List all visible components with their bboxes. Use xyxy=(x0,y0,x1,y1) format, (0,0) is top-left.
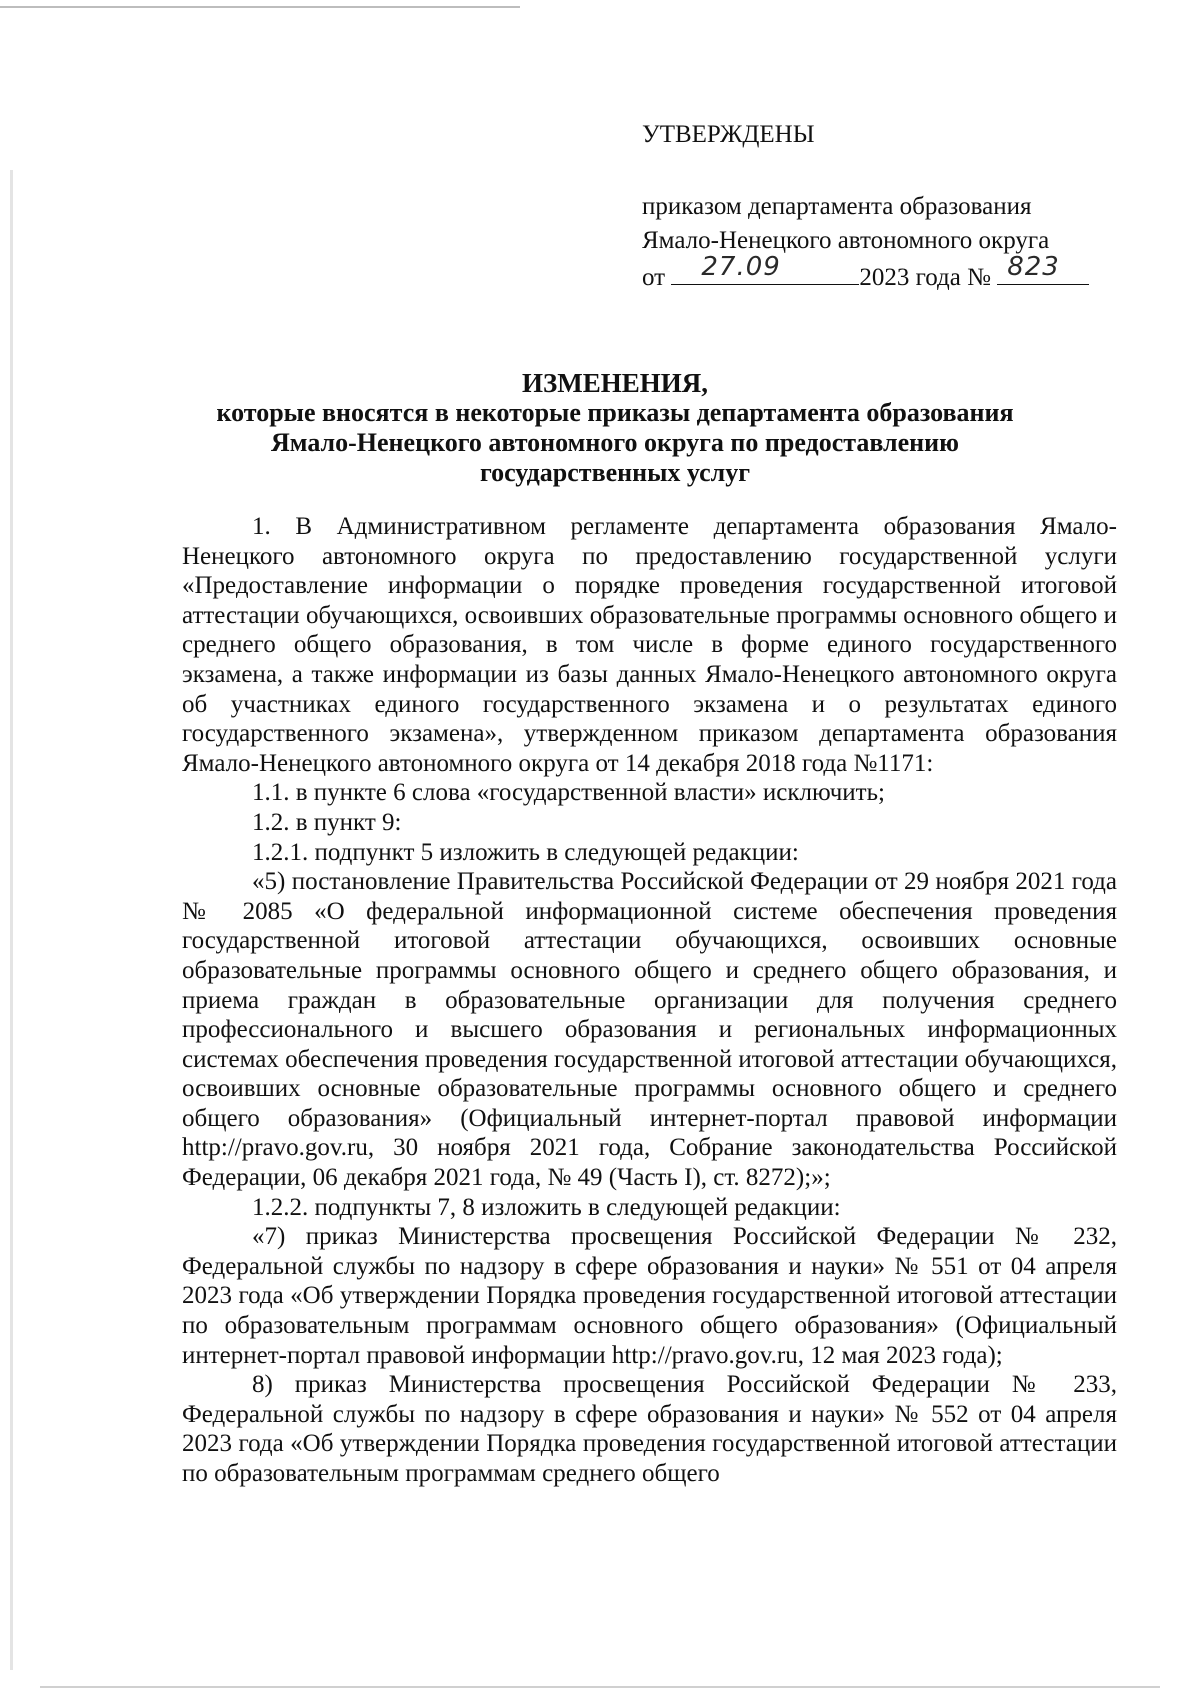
paragraph-1-2: 1.2. в пункт 9: xyxy=(252,808,402,836)
paragraph-1-1: 1.1. в пункте 6 слова «государственной власти» исключить; xyxy=(252,779,885,807)
handwritten-date: 27.09 xyxy=(701,252,781,282)
approval-year-text: 2023 года № xyxy=(859,264,991,291)
paragraph-sub-8: 8) приказ Министерства просвещения Российской Федерации № 233, Федеральной службы по надзору в сфере образования и науки» № 552 от 04 апреля 2023 года «Об утверждении Порядка проведения государственной итоговой аттестации по образовательным программам среднего общего xyxy=(182,1371,1117,1487)
scan-artifact-top xyxy=(0,6,520,8)
document-heading xyxy=(150,368,1080,488)
paragraph-sub-5: «5) постановление Правительства Российской Федерации от 29 ноября 2021 года № 2085 «О федеральной информационной системе обеспечения проведения государственной итоговой аттестации обучающихся, освоивших основные образовательные программы основного общего и среднего общего образования, и приема граждан в образовательные организации для получения среднего профессионального и высшего образования и региональных информационных системах обеспечения проведения государственной итоговой аттестации обучающихся, освоивших основные образовательные программы основного общего и среднего общего образования» (Официальный интернет-портал правовой информации http://pravo.gov.ru, 30 ноября 2021 года, Собрание законодательства Российской Федерации, 06 декабря 2021 года, № 49 (Часть I), ст. 8272);»; xyxy=(182,868,1117,1192)
paragraph-1-2-2: 1.2.2. подпункты 7, 8 изложить в следующей редакции: xyxy=(252,1193,841,1221)
scan-artifact-left xyxy=(10,170,13,1670)
paragraph-1-2-1: 1.2.1. подпункт 5 изложить в следующей редакции: xyxy=(252,838,799,866)
heading-title: ИЗМЕНЕНИЯ, xyxy=(521,368,708,398)
date-fill-field xyxy=(671,252,859,285)
approval-title: УТВЕРЖДЕНЫ xyxy=(642,121,815,148)
approval-from-label: от xyxy=(642,264,666,291)
paragraph-1: 1. В Административном регламенте департамента образования Ямало-Ненецкого автономного округа по предоставлению государственной услуги «Предоставление информации о порядке проведения государственной итоговой аттестации обучающихся, освоивших образовательные программы основного общего и среднего общего образования, в том числе в форме единого государственного экзамена, а также информации из базы данных Ямало-Ненецкого автономного округа об участниках единого государственного экзамена и о результатах единого государственного экзамена», утвержденном приказом департамента образования Ямало-Ненецкого автономного округа от 14 декабря 2018 года №1171: xyxy=(182,513,1117,777)
document-body xyxy=(182,512,1117,1489)
heading-subtitle-2: Ямало-Ненецкого автономного округа по предоставлению xyxy=(271,428,959,457)
heading-subtitle-3: государственных услуг xyxy=(479,458,751,487)
handwritten-number: 823 xyxy=(1007,252,1060,282)
heading-subtitle-1: которые вносятся в некоторые приказы департамента образования xyxy=(216,398,1014,427)
scan-artifact-bottom xyxy=(40,1686,1160,1688)
number-fill-field xyxy=(997,252,1089,285)
paragraph-sub-7: «7) приказ Министерства просвещения Российской Федерации № 232, Федеральной службы по надзору в сфере образования и науки» № 551 от 04 апреля 2023 года «Об утверждении Порядка проведения государственной итоговой аттестации по образовательным программам основного общего образования» (Официальный интернет-портал правовой информации http://pravo.gov.ru, 12 мая 2023 года); xyxy=(182,1223,1117,1369)
approval-line-2: Ямало-Ненецкого автономного округа xyxy=(642,227,1050,254)
approval-line-1: приказом департамента образования xyxy=(642,193,1032,220)
approval-block xyxy=(642,118,1089,295)
approval-date-line xyxy=(642,252,1089,295)
